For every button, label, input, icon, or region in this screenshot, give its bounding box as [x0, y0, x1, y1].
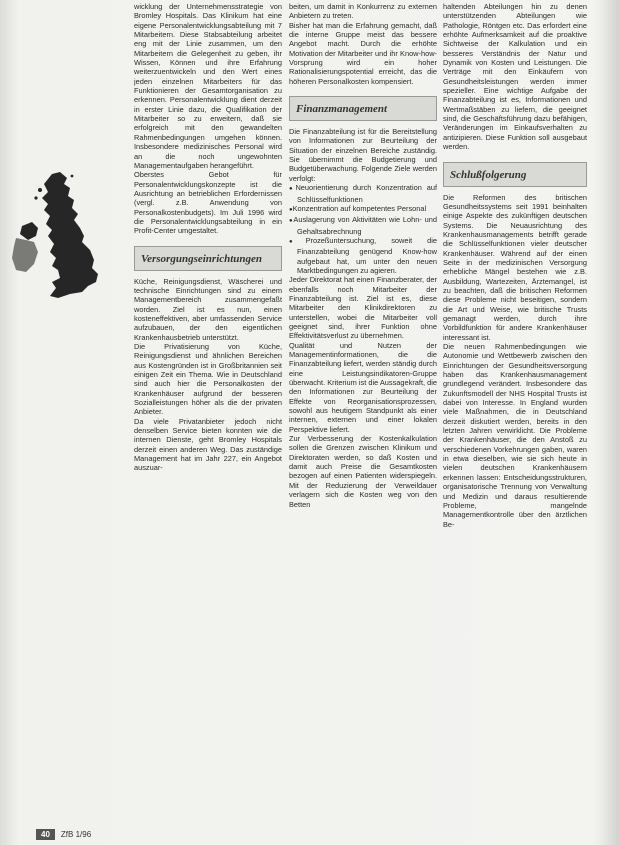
paragraph: Qualität und Nutzen der Managementinformationen, die die Finanzabteilung liefert, werden ständig durch eine Leistungsindikatoren-Gruppe überwacht. Kriterium ist die Aussagekraft, die den Informationen zur Beurteilung der Effekte von Reorganisationsprozessen, sowohl aus heutigem Standpunkt als einer internen, externen und einer lokalen Perspektive liefert. [289, 340, 437, 434]
paragraph: Die Reformen des britischen Gesundheitssystems seit 1991 beinhalten einige Aspekte des zukünftigen deutschen Systems. Die Neuausrichtung des Krankenhausmanagements betrifft gerade die Schlüsselfunktionen vieler deutscher Krankenhäuser. Während auf der einen Seite in der medizinischen Versorgung erhebliche Mängel bestehen wie z.B. Ausbildung, Wartezeiten, Ärztemangel, ist zu beachten, daß die britischen Reformen diese Probleme nicht beseitigen, sondern die Art und Weise, wie britische Trusts gemanagt werden, durch ihre Vorbildfunktion für andere Krankenhäuser interessant ist. [443, 192, 587, 342]
text-column-1 [134, 2, 282, 817]
paragraph: Die Privatisierung von Küche, Reinigungsdienst und ähnlichen Bereichen aus Kostengründen ist in Großbritannien seit einigen Zeit ein Thema. Wie in Deutschland sind auch hier die Personalkosten der Krankenhäuser aufgrund der besseren Sozialleistungen höher als die der privaten Anbieter. [134, 342, 282, 417]
page-edge-shadow [593, 0, 619, 845]
paragraph: Bisher hat man die Erfahrung gemacht, daß die interne Gruppe meist das bessere Angebot macht. Durch die erhöhte Motivation der Mitarbeiter und ihr Know-how-Vorsprung wird ein hoher Rationalisierungspotential erreicht, das die höheren Personalkosten kompensiert. [289, 20, 437, 86]
paragraph: Die Finanzabteilung ist für die Bereitstellung von Informationen zur Beurteilung der Situation der einzelnen Bereiche zuständig. Sie übernimmt die Budgetierung und Budgetüberwachung. Folgende Ziele werden verfolgt: [289, 127, 437, 183]
bullet-item: ● Auslagerung von Aktivitäten wie Lohn- und Gehaltsabrechnung [289, 215, 437, 236]
bullet-item: ● Konzentration auf kompetentes Personal [289, 204, 437, 215]
section-heading: Finanzmanagement [289, 96, 437, 121]
paragraph: Küche, Reinigungsdienst, Wäscherei und technische Einrichtungen sind zu einem Managementbereich zusammengefaßt worden. Ziel ist es nun, einen kosteneffektiven, aber umfassenden Service aufzubauen, der den eigentlichen Krankenhausbetrieb unterstützt. [134, 276, 282, 342]
section-heading: Versorgungseinrichtungen [134, 246, 282, 271]
paragraph: Da viele Privatanbieter jedoch nicht denselben Service bieten konnten wie die internen Dienste, geht Bromley Hospitals derzeit einen anderen Weg. Das zuständige Management hat im Jahr 227, ein Angebot auszuar- [134, 416, 282, 473]
page-number: 40 [36, 829, 55, 840]
section-heading: Schlußfolgerung [443, 162, 587, 187]
paragraph: wicklung der Unternehmensstrategie von Bromley Hospitals. Das Klinikum hat eine eigene Personalentwicklungsabteilung mit 7 Mitarbeitern. Diese Stabsabteilung arbeitet eng mit der Linie zusammen, um den Mitarbeitern die Gelegenheit zu geben, ihr Wissen, Können und ihre Erfahrung weiterzuentwickeln und den Wert eines jeden einzelnen Mitarbeiters für das Funktionieren der Gesamtorganisation zu erkennen. Personalentwicklung dient derzeit in erster Linie dazu, die Qualifikation der Mitarbeiter so zu erweitern, daß sie erfolgreich mit den gewandelten Rahmenbedingungen umgehen können. Insbesondere medizinisches Personal wird an die noch ungewohnten Managementaufgaben herangeführt. [134, 2, 282, 170]
uk-map-icon [12, 170, 108, 310]
page-footer [36, 827, 91, 841]
bullet-item: ● Neuorientierung durch Konzentration auf Schlüsselfunktionen [289, 183, 437, 204]
paragraph: haltenden Abteilungen hin zu denen unterstützenden Abteilungen wie Pathologie, Röntgen etc. Das erfordert eine erhöhte Aufmerksamkeit auf die proaktive Sichtweise der Kalkulation und ein besseres Verständnis der Natur und Dynamik von Kosten und Leistungen. Die Verträge mit den Einkäufern von Gesundheitsleistungen werden immer spezieller. Eine wichtige Aufgabe der Finanzabteilung ist es, Informationen und Wertmaßstäben zu liefern, die geeignet sind, die Geschäftsführung dazu befähigen, Veränderungen im Einkaufsverhalten zu antizipieren. Diese Funktion soll ausgebaut werden. [443, 2, 587, 152]
paragraph: Jeder Direktorat hat einen Finanzberater, der ebenfalls noch Mitarbeiter der Finanzabteilung ist. Ziel ist es, diese Mitarbeiter den Klinikdirektoren zu unterstellen, wobei die Mitarbeiter voll geeignet sind, ihrer Funktion ohne Effektivitätsverlust zu übernehmen. [289, 275, 437, 341]
paragraph: beiten, um damit in Konkurrenz zu externen Anbietern zu treten. [289, 2, 437, 21]
text-column-2 [289, 2, 437, 817]
paragraph: Die neuen Rahmenbedingungen wie Autonomie und Wettbewerb zwischen den Einrichtungen der Gesundheitsversorgung haben das Krankenhausmanagement grundlegend verändert. Insbesondere das Zukunftsmodell der NHS Hospital Trusts ist dabei von Interesse. In England wurden viele Maßnahmen, die in Deutschland derzeit diskutiert werden, bereits in den letzten Jahren verwirklicht. Die Probleme der Krankenhäuser, die den Anstoß zu verschiedenen Vorkehrungen gaben, waren in etwa dieselben, wie sie sich heute in vielen deutschen Krankenhäusern erkennen lassen: Entscheidungsstrukturen, organisatorische Trennung von Verwaltung und Medizin und daraus resultierende Probleme, mangelnde Managementkontrolle über den ärztlichen Be- [443, 342, 587, 529]
text-column-3 [443, 2, 587, 817]
bullet-item: ● Prozeßuntersuchung, soweit die Finanzabteilung genügend Know-how aufgebaut hat, um unter den neuen Marktbedingungen zu agieren. [289, 236, 437, 275]
paragraph: Zur Verbesserung der Kostenkalkulation sollen die Grenzen zwischen Klinikum und Direktoraten werden, so daß Kosten und damit auch Preise die Gesamtkosten bezogen auf einen Patienten widerspiegeln. Mit der Reduzierung der Verweildauer verlagern sich die Kosten weg von den Betten [289, 434, 437, 509]
paragraph: Oberstes Gebot für Personalentwicklungskonzepte ist die Ausrichtung an betrieblichen Erfordernissen (vergl. z.B. Anwendung von Personalkostenbudgets). Im Juli 1996 wird die Personalentwicklungsabteilung in ein Profit-Center umgestaltet. [134, 170, 282, 236]
journal-issue: ZfB 1/96 [60, 829, 92, 839]
